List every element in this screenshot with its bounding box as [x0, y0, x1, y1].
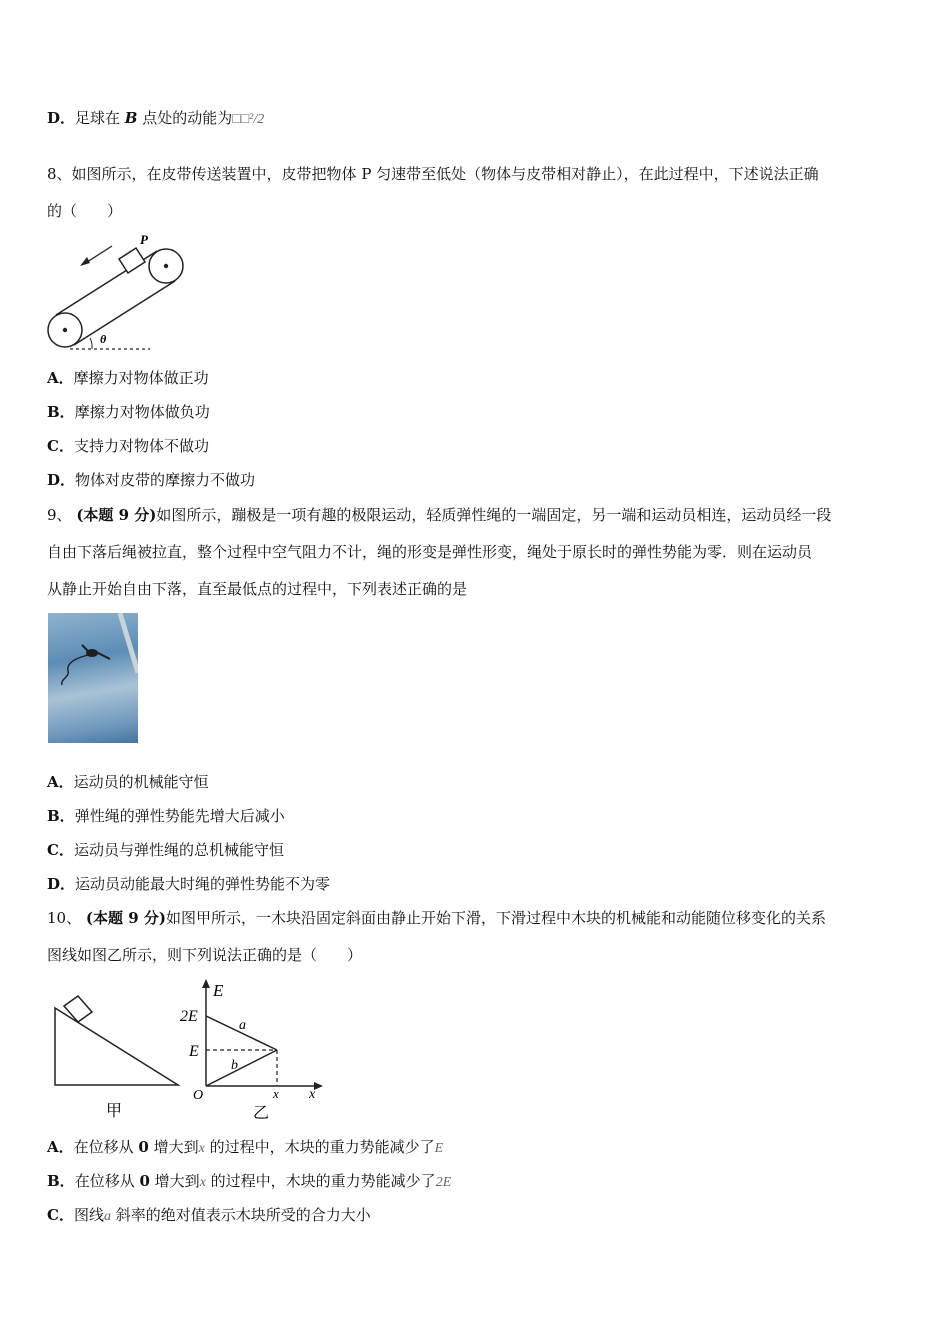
- block-p-label: P: [140, 232, 148, 247]
- q9-stem-line2: 自由下落后绳被拉直，整个过程中空气阻力不计，绳的形变是弹性形变，绳处于原长时的弹性势能为零．则在运动员: [47, 543, 813, 561]
- option-text: 增大到: [149, 1172, 200, 1190]
- option-text: 运动员的机械能守恒: [73, 773, 209, 791]
- option-text: 摩擦力对物体做正功: [73, 369, 209, 387]
- upper-pulley-axle: [164, 264, 168, 268]
- angle-arc: [90, 338, 92, 349]
- q10-option-b: [47, 1171, 451, 1193]
- q9-option-a: [47, 772, 209, 792]
- option-label: C．: [47, 437, 74, 455]
- q8-option-a: [47, 368, 209, 388]
- option-text: 在位移从: [73, 1138, 139, 1156]
- option-text: 点处的动能为: [137, 109, 233, 127]
- option-label: D．: [47, 109, 76, 127]
- stem-text: 如图甲所示，一木块沿固定斜面由静止开始下滑，下滑过程中木块的机械能和动能随位移变化的关系: [165, 909, 826, 927]
- belt-bottom: [74, 281, 175, 345]
- option-text: 弹性绳的弹性势能先增大后减小: [74, 807, 285, 825]
- option-label: D．: [47, 875, 76, 893]
- option-label: B．: [47, 1172, 75, 1190]
- option-text: 增大到: [148, 1138, 199, 1156]
- option-text: 足球在: [75, 109, 125, 127]
- q8-option-c: [47, 436, 209, 456]
- q8-option-d: [47, 470, 255, 490]
- formula: □□²/2: [232, 112, 265, 127]
- stem-text: 如图所示，蹦极是一项有趣的极限运动，轻质弹性绳的一端固定，另一端和运动员相连，运动员经一段: [156, 506, 832, 524]
- option-text: 支持力对物体不做功: [73, 437, 209, 455]
- number: 0: [139, 1172, 150, 1190]
- variable-x: x: [199, 1175, 206, 1190]
- angle-label: θ: [100, 332, 107, 346]
- q7-option-d: [47, 108, 264, 130]
- bungee-cord: [62, 655, 88, 685]
- block-p: [119, 248, 145, 273]
- option-text: 的过程中，木块的重力势能减少了: [205, 1172, 436, 1190]
- question-number: 10、: [47, 909, 82, 927]
- option-text: 的过程中，木块的重力势能减少了: [204, 1138, 435, 1156]
- y-axis-arrow: [202, 979, 210, 988]
- option-text: 运动员动能最大时绳的弹性势能不为零: [75, 875, 331, 893]
- energy-value: E: [434, 1141, 444, 1156]
- q8-stem-line1: 8、如图所示，在皮带传送装置中，皮带把物体 P 匀速带至低处（物体与皮带相对静止），在此过程中，下述说法正确: [47, 165, 819, 183]
- line-b: [206, 1050, 277, 1086]
- q9-option-b: [47, 806, 285, 826]
- conveyor-belt-figure: [40, 228, 200, 356]
- option-label: C．: [47, 841, 74, 859]
- jumper-arm: [96, 652, 110, 659]
- option-text: 斜率的绝对值表示木块所受的合力大小: [110, 1206, 371, 1224]
- variable-x: x: [198, 1141, 205, 1156]
- option-text: 摩擦力对物体做负功: [74, 403, 210, 421]
- lower-pulley-axle: [63, 328, 67, 332]
- tick-2e-label: 2E: [180, 1008, 198, 1025]
- option-text: 物体对皮带的摩擦力不做功: [75, 471, 256, 489]
- q10-stem-line2: 图线如图乙所示，则下列说法正确的是（ ）: [47, 946, 363, 964]
- option-label: C．: [47, 1206, 74, 1224]
- incline: [55, 1008, 178, 1085]
- option-text: 运动员与弹性绳的总机械能守恒: [73, 841, 284, 859]
- figure-caption-yi: 乙: [253, 1105, 270, 1122]
- q8-stem-line2: 的（ ）: [47, 202, 123, 220]
- wood-block: [64, 996, 92, 1022]
- incline-figure-jia: [50, 990, 185, 1125]
- tick-x-label: x: [273, 1086, 279, 1101]
- q9-option-d: [47, 874, 330, 894]
- number: 0: [138, 1138, 149, 1156]
- arrow-head: [80, 257, 90, 266]
- option-label: D．: [47, 471, 76, 489]
- variable-a: a: [103, 1209, 111, 1224]
- q9-stem-line1: [47, 505, 831, 525]
- option-label: A．: [47, 773, 74, 791]
- option-label: B．: [47, 403, 75, 421]
- option-label: A．: [47, 1138, 74, 1156]
- figure-caption-jia: 甲: [106, 1103, 123, 1120]
- structure-beam: [120, 613, 138, 673]
- line-a-label: a: [239, 1018, 246, 1033]
- question-number: 9、: [47, 506, 72, 524]
- x-axis-label: x: [309, 1087, 316, 1102]
- q8-option-b: [47, 402, 210, 422]
- q10-option-c: [47, 1205, 371, 1227]
- bungee-photo: [48, 613, 138, 743]
- q10-option-a: [47, 1137, 443, 1159]
- energy-value: 2E: [435, 1175, 452, 1190]
- energy-graph-yi: [175, 976, 335, 1126]
- x-axis-arrow: [314, 1082, 323, 1090]
- y-axis-label: E: [213, 981, 224, 1000]
- q10-stem-line1: [47, 908, 826, 928]
- option-label: B．: [47, 807, 75, 825]
- option-text: 在位移从: [74, 1172, 140, 1190]
- q9-stem-line3: 从静止开始自由下落，直至最低点的过程中，下列表述正确的是: [47, 580, 468, 598]
- option-label: A．: [47, 369, 74, 387]
- option-text: 图线: [73, 1206, 104, 1224]
- origin-label: O: [193, 1088, 204, 1103]
- q9-option-c: [47, 840, 284, 860]
- tick-e-label: E: [189, 1043, 199, 1060]
- point-label: B: [124, 109, 138, 127]
- line-b-label: b: [231, 1058, 238, 1073]
- score-tag: (本题 9 分): [85, 909, 166, 927]
- jumper-leg: [82, 645, 88, 651]
- score-tag: (本题 9 分): [76, 506, 157, 524]
- bungee-photo-drawing: [48, 613, 138, 743]
